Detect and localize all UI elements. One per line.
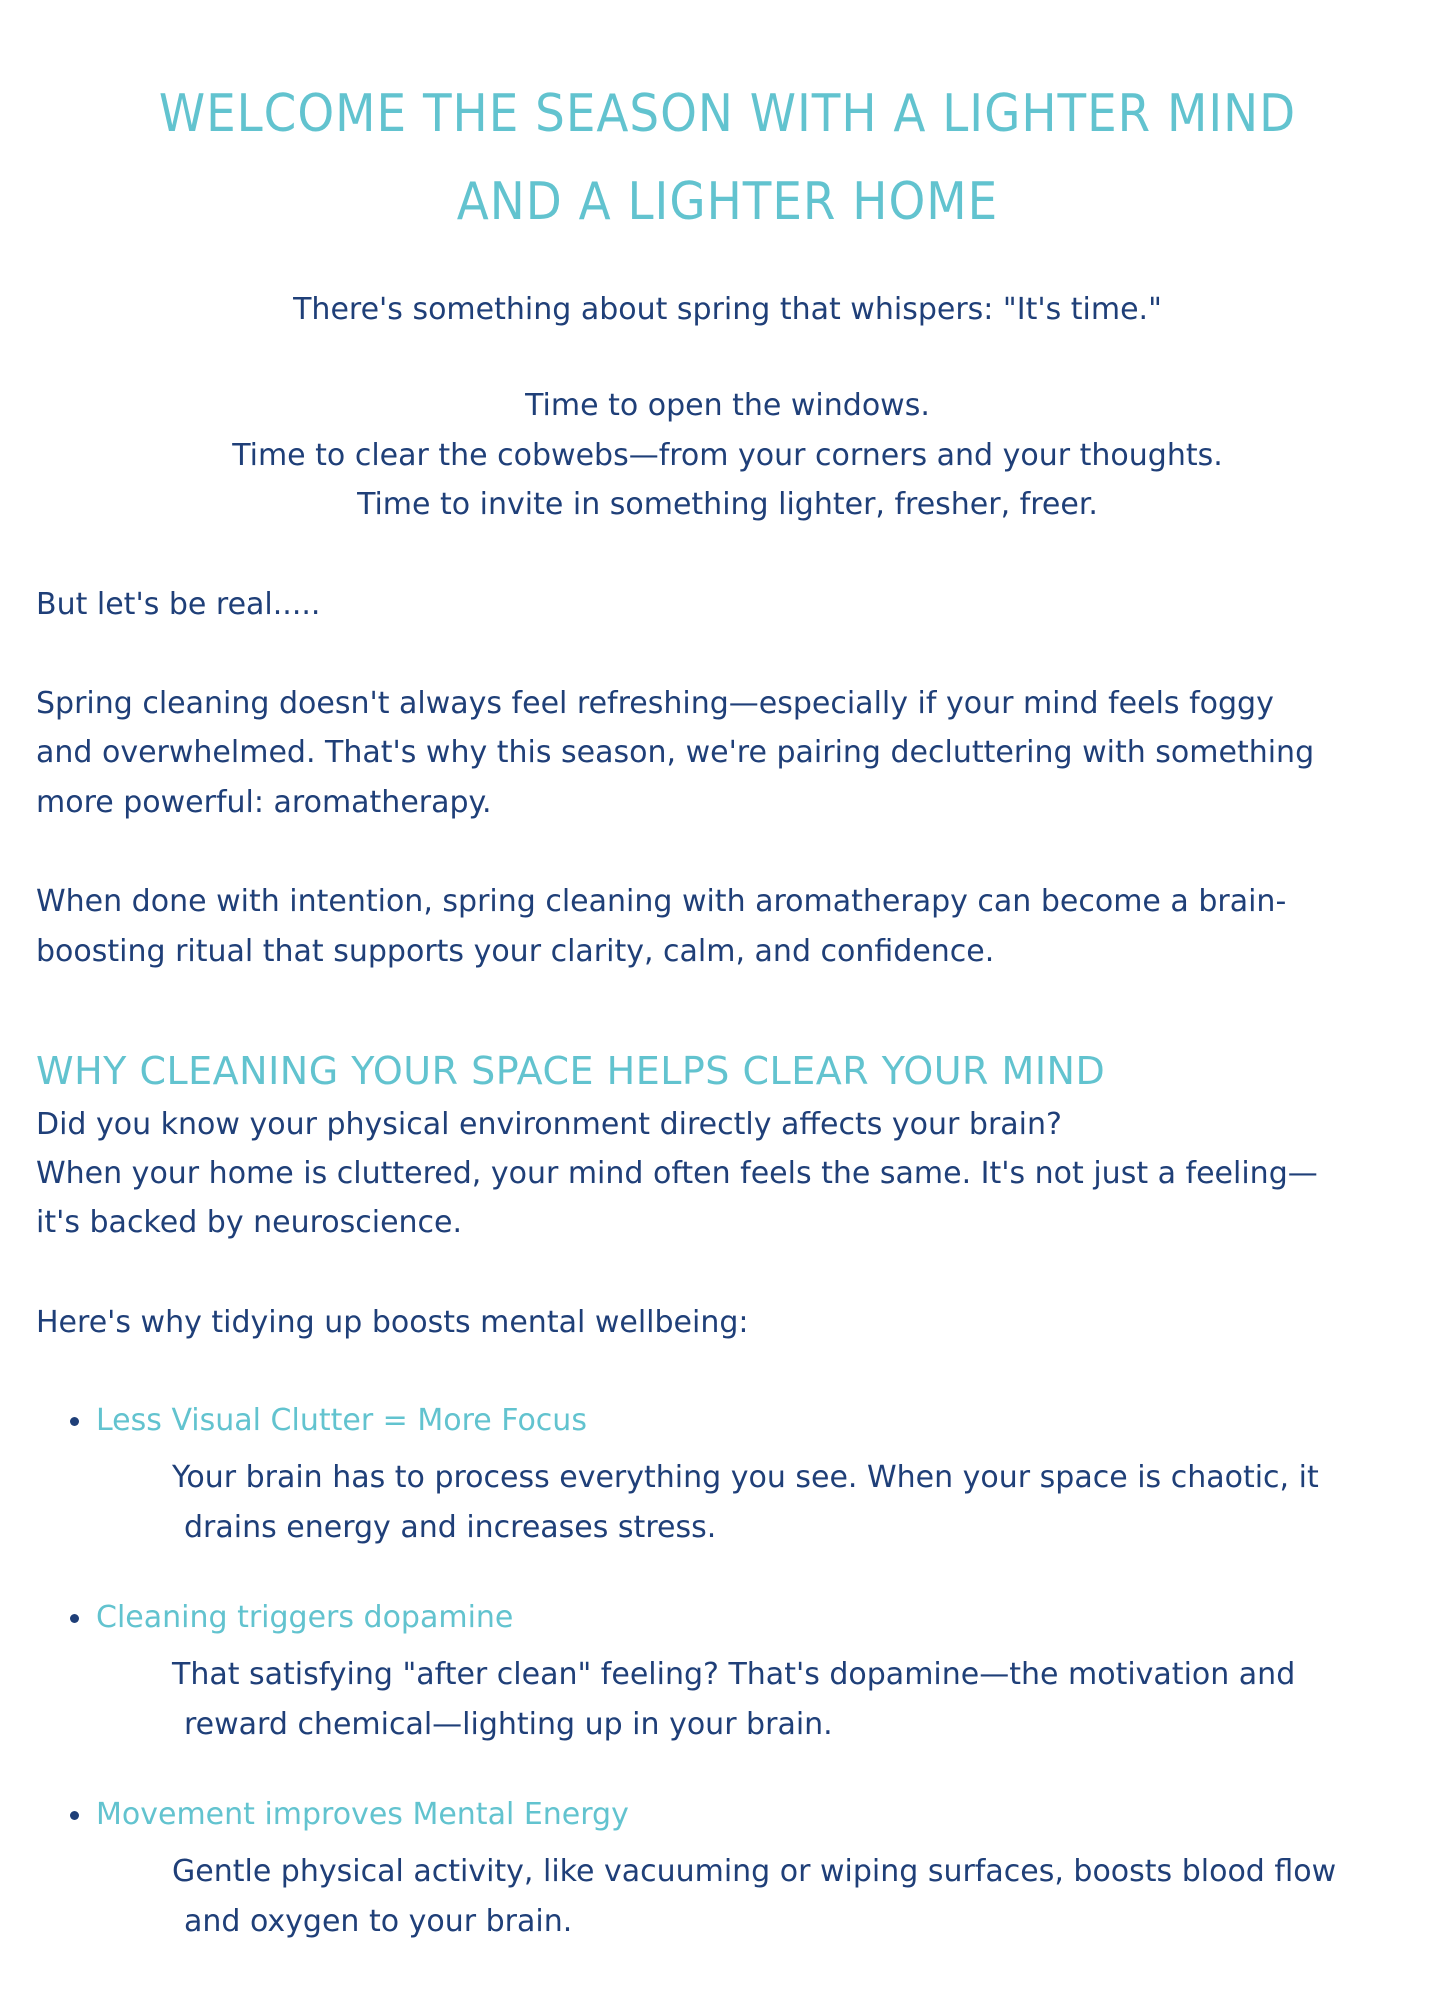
bullet-description — [172, 1453, 1455, 1553]
para1-line: more powerful: aromatherapy. — [36, 785, 492, 820]
bullet-desc-line: That satisfying "after clean" feeling? That's dopamine—the motivation and — [172, 1657, 1296, 1692]
page-title-line-1: WELCOME THE SEASON WITH A LIGHTER MIND — [158, 84, 1297, 144]
bullet-desc-line: Gentle physical activity, like vacuuming or wiping surfaces, boosts blood flow — [172, 1854, 1337, 1889]
intro-line: Time to clear the cobwebs—from your corners and your thoughts. — [232, 438, 1223, 473]
bullet-dot-icon — [70, 1417, 79, 1426]
list-intro: Here's why tidying up boosts mental wellbeing: — [36, 1305, 749, 1340]
intro-line: Time to open the windows. — [525, 388, 930, 423]
page-title-line-2: AND A LIGHTER HOME — [456, 172, 999, 232]
intro-line: Time to invite in something lighter, fresher, freer. — [357, 487, 1098, 522]
bullet-description — [172, 1847, 1455, 1947]
para2-line: boosting ritual that supports your clarity, calm, and confidence. — [36, 934, 995, 969]
bullet-label: Movement improves Mental Energy — [96, 1797, 629, 1832]
intro-lead: There's something about spring that whispers: "It's time." — [293, 292, 1162, 327]
section-line: it's backed by neuroscience. — [36, 1205, 463, 1240]
bullet-desc-line: drains energy and increases stress. — [184, 1510, 717, 1546]
bullet-desc-line: Your brain has to process everything you see. When your space is chaotic, it — [172, 1460, 1319, 1495]
para1-line: and overwhelmed. That's why this season, we're pairing decluttering with something — [36, 735, 1315, 770]
bullet-desc-line: and oxygen to your brain. — [184, 1904, 573, 1940]
section-line: When your home is cluttered, your mind often feels the same. It's not just a feeling— — [36, 1156, 1318, 1191]
section-heading: WHY CLEANING YOUR SPACE HELPS CLEAR YOUR MIND — [36, 1049, 1106, 1093]
bullet-label: Cleaning triggers dopamine — [96, 1600, 514, 1635]
para2-line: When done with intention, spring cleaning with aromatherapy can become a brain- — [36, 884, 1287, 919]
bullet-description — [172, 1650, 1455, 1750]
section-line: Did you know your physical environment directly affects your brain? — [36, 1107, 1062, 1142]
bullet-desc-line: reward chemical—lighting up in your brain. — [184, 1707, 833, 1743]
body-real: But let's be real..... — [36, 587, 321, 622]
para1-line: Spring cleaning doesn't always feel refreshing—especially if your mind feels foggy — [36, 686, 1274, 721]
bullet-dot-icon — [70, 1614, 79, 1623]
bullet-label: Less Visual Clutter = More Focus — [96, 1403, 587, 1438]
bullet-dot-icon — [70, 1811, 79, 1820]
